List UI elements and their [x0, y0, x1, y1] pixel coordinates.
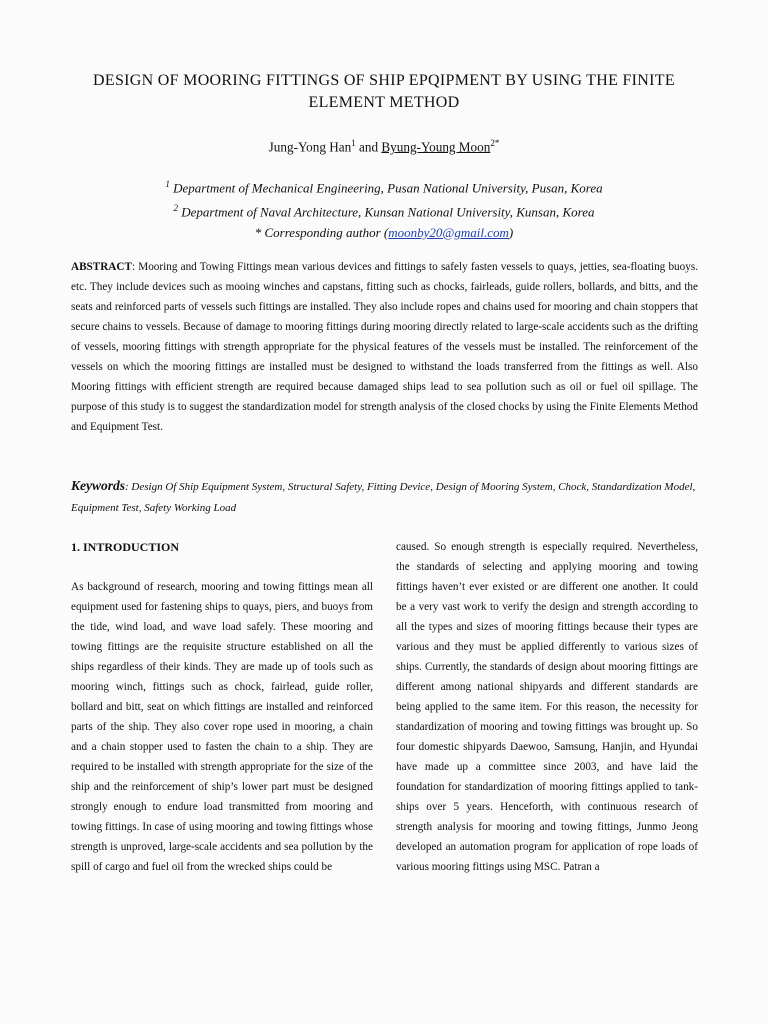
paper-title: DESIGN OF MOORING FITTINGS OF SHIP EPQIPMENT BY USING THE FINITE ELEMENT METHOD	[93, 72, 675, 111]
keywords	[71, 475, 698, 519]
keywords-label: Keywords	[71, 478, 125, 493]
author-2-name: Byung-Young Moon	[381, 139, 491, 155]
abstract-text: : Mooring and Towing Fittings mean various devices and fittings to safely fasten vessels to quays, jetties, sea-floating buoys. etc. They include devices such as mooing winches and capstans, fitting such as chocks, fairleads, guide rollers, bollards, and bitts, and the seats and reinforced parts of vessels such fittings are installed. They also include ropes and chains used for mooring and chain stoppers that secure chains to vessels. Because of damage to mooring fittings during mooring directly related to large-scale accidents such as the drifting of vessels, mooring fittings with strength appropriate for the physical features of the vessels must be installed. The reinforcement of the vessels on which the mooring fittings are installed must be designed to withstand the loads transferred from the fittings as well. Also Mooring fittings with efficient strength are required because damaged ships lead to sea pollution such as oil or fuel oil spillage. The purpose of this study is to suggest the standardization model for strength analysis of the closed chocks by using the Finite Elements Method and Equipment Test.	[71, 261, 698, 433]
corresponding-prefix: * Corresponding author (	[254, 224, 389, 240]
introduction-paragraph-left: As background of research, mooring and towing fittings mean all equipment used for fastening ships to quays, piers, and buoys from the tide, wind load, and wave load safely. These mooring and towing fittings are the requisite structure established on all the ships regardless of their kinds. They are made up of tools such as mooring winch, fittings such as chock, fairlead, guide roller, bollard and bitt, seat on which fittings are installed and reinforced parts of the ship. They also cover rope used in mooring, a chain and a chain stopper used to fasten the chain to a ship. They are required to be installed with strength appropriate for the size of the ship and the reinforcement of ship’s lower part must be designed strongly enough to endure load transmitted from mooring and towing fittings. In case of using mooring and towing fittings whose strength is unproved, large-scale accidents and sea pollution by the spill of cargo and fuel oil from the wrecked ships could be	[71, 581, 373, 873]
right-column	[396, 537, 698, 877]
left-column	[71, 537, 373, 877]
author-1-superscript: 1	[351, 138, 356, 148]
affiliation-1	[0, 174, 768, 198]
corresponding-suffix: )	[508, 224, 514, 240]
introduction-paragraph-right: caused. So enough strength is especially required. Nevertheless, the standards of selecting and applying mooring and towing fittings haven’t ever existed or are different one another. It could be a very vast work to verify the design and strength according to all the types and sizes of mooring fittings because their types are various and they must be applied differently to various sizes of ships. Currently, the standards of design about mooring fittings are different among national shipyards and different standards are being applied to the same item. For this reason, the necessity for standardization of mooring and towing fittings was brought up. So four domestic shipyards Daewoo, Samsung, Hanjin, and Hyundai have made up a committee since 2003, and have laid the foundation for standardization of mooring fittings applied to tank-ships over 5 years. Henceforth, with continuous research of strength analysis for mooring and towing fittings, Junmo Jeong developed an automation program for application of rope loads of various mooring fittings using MSC. Patran a	[396, 541, 698, 873]
author-line	[0, 134, 768, 156]
author-1-name: Jung-Yong Han	[268, 139, 352, 155]
corresponding-author	[0, 223, 768, 243]
affiliation-2-superscript: 2	[173, 203, 179, 214]
keywords-text: : Design Of Ship Equipment System, Structural Safety, Fitting Device, Design of Mooring System, Chock, Standardization Model, Equipment Test, Safety Working Load	[71, 481, 696, 514]
abstract	[71, 257, 698, 437]
corresponding-email-link[interactable]: moonby20@gmail.com	[388, 224, 509, 240]
author-2-superscript: 2*	[490, 138, 500, 148]
abstract-label: ABSTRACT	[71, 261, 132, 273]
affiliation-2	[0, 198, 768, 222]
author-conjunction: and	[355, 139, 382, 155]
affiliation-1-superscript: 1	[165, 179, 170, 189]
affiliations	[0, 174, 768, 243]
section-heading-introduction: 1. INTRODUCTION	[71, 540, 180, 554]
affiliation-1-text: Department of Mechanical Engineering, Pusan National University, Pusan, Korea	[169, 180, 603, 196]
affiliation-2-text: Department of Naval Architecture, Kunsan National University, Kunsan, Korea	[178, 204, 595, 220]
